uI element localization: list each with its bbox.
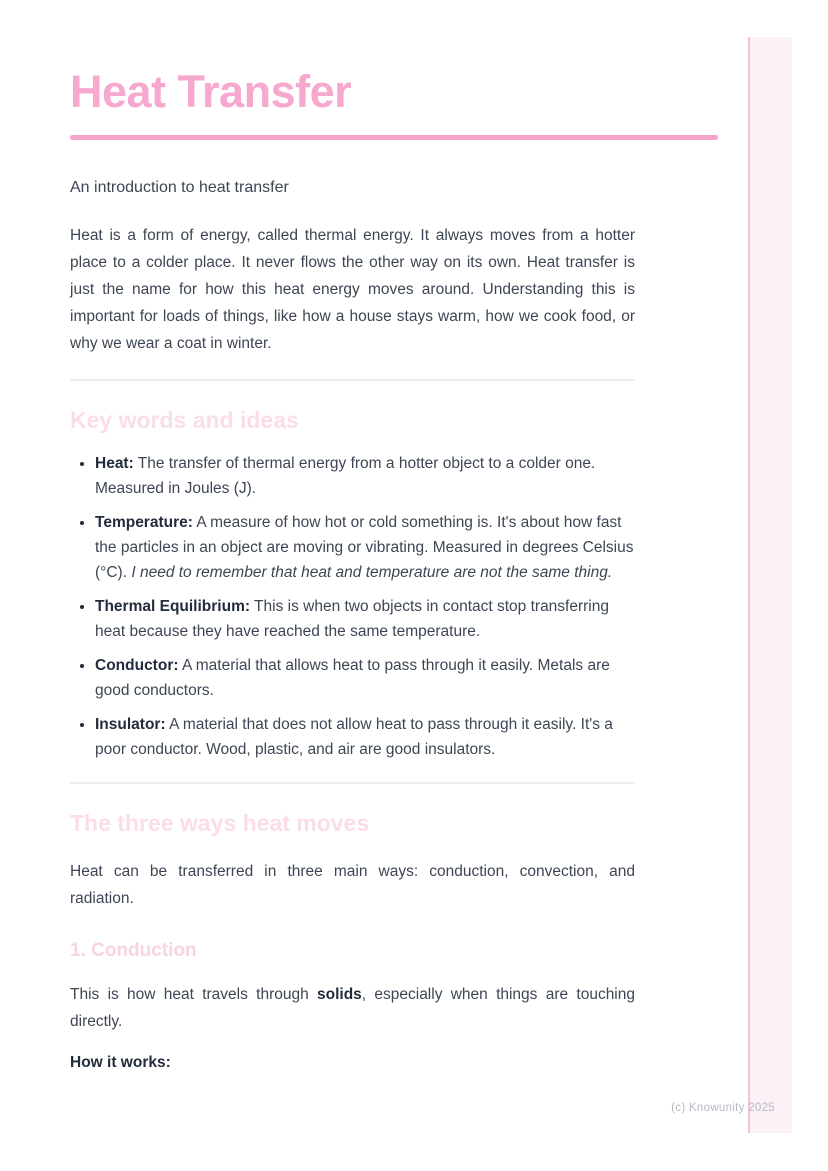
section-divider [70,782,635,784]
keyword-term: Heat: [95,455,134,472]
keyword-term: Temperature: [95,514,193,531]
list-item-conductor [95,653,635,703]
conduction-paragraph [70,981,635,1035]
list-item-heat [95,451,635,501]
keyword-definition: This is when two objects in contact stop transferring heat because they have reached the same temperature. [95,598,609,640]
conduction-bold-word: solids [317,986,362,1003]
how-it-works-label: How it works: [70,1054,171,1071]
keyword-term: Insulator: [95,716,166,733]
title-underline-rule [70,135,718,140]
keyword-term: Conductor: [95,657,179,674]
keyword-definition: A material that allows heat to pass through it easily. Metals are good conductors. [95,657,610,699]
subheading-conduction: 1. Conduction [70,940,197,961]
list-item-temperature [95,510,635,585]
three-ways-intro-paragraph: Heat can be transferred in three main ways: conduction, convection, and radiation. [70,863,635,907]
keyword-definition: The transfer of thermal energy from a hotter object to a colder one. Measured in Joules (J). [95,455,596,497]
section-heading-key-words: Key words and ideas [70,407,299,433]
keyword-term: Thermal Equilibrium: [95,598,251,615]
page-edge-band [748,37,792,1133]
keyword-list [70,451,635,762]
keyword-definition: A material that does not allow heat to pass through it easily. It's a poor conductor. Wood, plastic, and air are good insulators. [95,716,613,758]
list-item-insulator [95,712,635,762]
document-subtitle: An introduction to heat transfer [70,179,289,196]
copyright-watermark: (c) Knowunity 2025 [671,1102,775,1114]
page-title: Heat Transfer [70,66,352,117]
list-item-thermal-equilibrium [95,594,635,644]
conduction-text-before: This is how heat travels through [70,986,317,1003]
section-heading-three-ways: The three ways heat moves [70,810,370,836]
document-page [70,0,635,1074]
conduction-text-after: , especially when things are touching directly. [70,986,635,1030]
keyword-definition: A measure of how hot or cold something is. It's about how fast the particles in an object are moving or vibrating. Measured in degrees Celsius (°C). [95,514,634,581]
keyword-note-italic: I need to remember that heat and temperature are not the same thing. [131,564,613,581]
intro-paragraph: Heat is a form of energy, called thermal energy. It always moves from a hotter place to a colder place. It never flows the other way on its own. Heat transfer is just the name for how this heat energy moves around. Understanding this is important for loads of things, like how a house stays warm, how we cook food, or why we wear a coat in winter. [70,227,635,352]
section-divider [70,379,635,381]
